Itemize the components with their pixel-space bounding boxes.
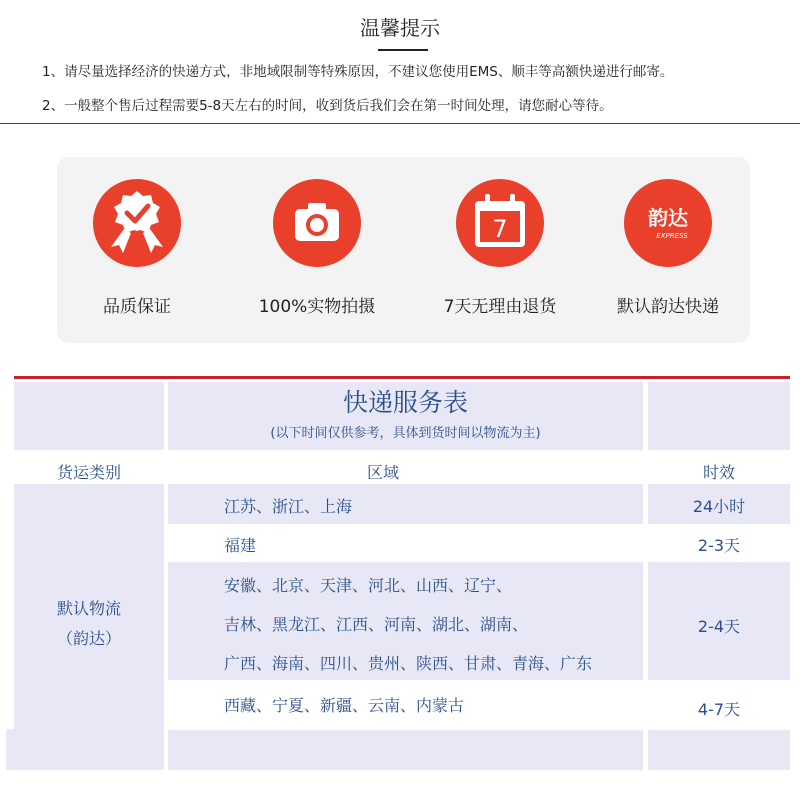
notice-divider [0, 123, 800, 124]
notice-title: 温馨提示 [360, 16, 440, 40]
feature-label: 100%实物拍摄 [258, 297, 376, 317]
row-3-time: 2-4天 [697, 617, 741, 636]
notice-line-1: 1、请尽量选择经济的快递方式，非地域限制等特殊原因，不建议您使用EMS、顺丰等高额快递进行邮寄。 [42, 64, 674, 80]
table-title-right [648, 382, 790, 450]
calendar-7-icon [456, 179, 544, 267]
title-underline [378, 49, 428, 51]
category-line-1: 默认物流 [56, 599, 121, 618]
row-1-regions: 江苏、浙江、上海 [224, 497, 353, 516]
row-1-time: 24小时 [692, 497, 746, 516]
row-4-time: 4-7天 [697, 700, 741, 719]
table-top-bar [14, 376, 790, 379]
feature-quality [57, 179, 217, 317]
svg-text:7: 7 [492, 215, 508, 243]
row-3-regions-line-3: 广西、海南、四川、贵州、陕西、甘肃、青海、广东 [224, 654, 593, 673]
table-corner [14, 382, 164, 450]
row-3-regions-line-2: 吉林、黑龙江、江西、河南、湖北、湖南、 [224, 615, 529, 634]
table-title: 快递服务表 [342, 388, 468, 417]
yunda-express-logo [624, 179, 712, 267]
feature-real-photos [237, 179, 397, 317]
category-cell-bottom [6, 729, 164, 770]
row-3-regions-line-1: 安徽、北京、天津、河北、山西、辽宁、 [224, 576, 513, 595]
table-row-empty [168, 730, 643, 770]
svg-text:EXPRESS: EXPRESS [656, 232, 688, 240]
notice-line-2: 2、一般整个售后过程需要5-8天左右的时间，收到货后我们会在第一时间处理，请您耐心等待。 [42, 98, 613, 114]
feature-label: 7天无理由退货 [443, 297, 557, 317]
svg-text:韵达: 韵达 [648, 206, 688, 230]
row-2-regions: 福建 [224, 536, 257, 555]
feature-yunda [588, 179, 748, 317]
features-panel [57, 157, 750, 343]
feature-label: 默认韵达快递 [617, 297, 719, 317]
header-time: 时效 [702, 463, 735, 482]
row-2-time: 2-3天 [697, 536, 741, 555]
award-ribbon-icon [93, 179, 181, 267]
camera-icon [273, 179, 361, 267]
category-line-2: （韵达） [56, 629, 121, 648]
header-region: 区域 [366, 463, 399, 482]
table-row-empty [648, 730, 790, 770]
table-subtitle: (以下时间仅供参考，具体到货时间以物流为主) [270, 426, 541, 441]
feature-7day-return [420, 179, 580, 317]
row-4-regions: 西藏、宁夏、新疆、云南、内蒙古 [224, 696, 465, 715]
feature-label: 品质保证 [103, 297, 171, 317]
header-category: 货运类别 [56, 463, 121, 482]
